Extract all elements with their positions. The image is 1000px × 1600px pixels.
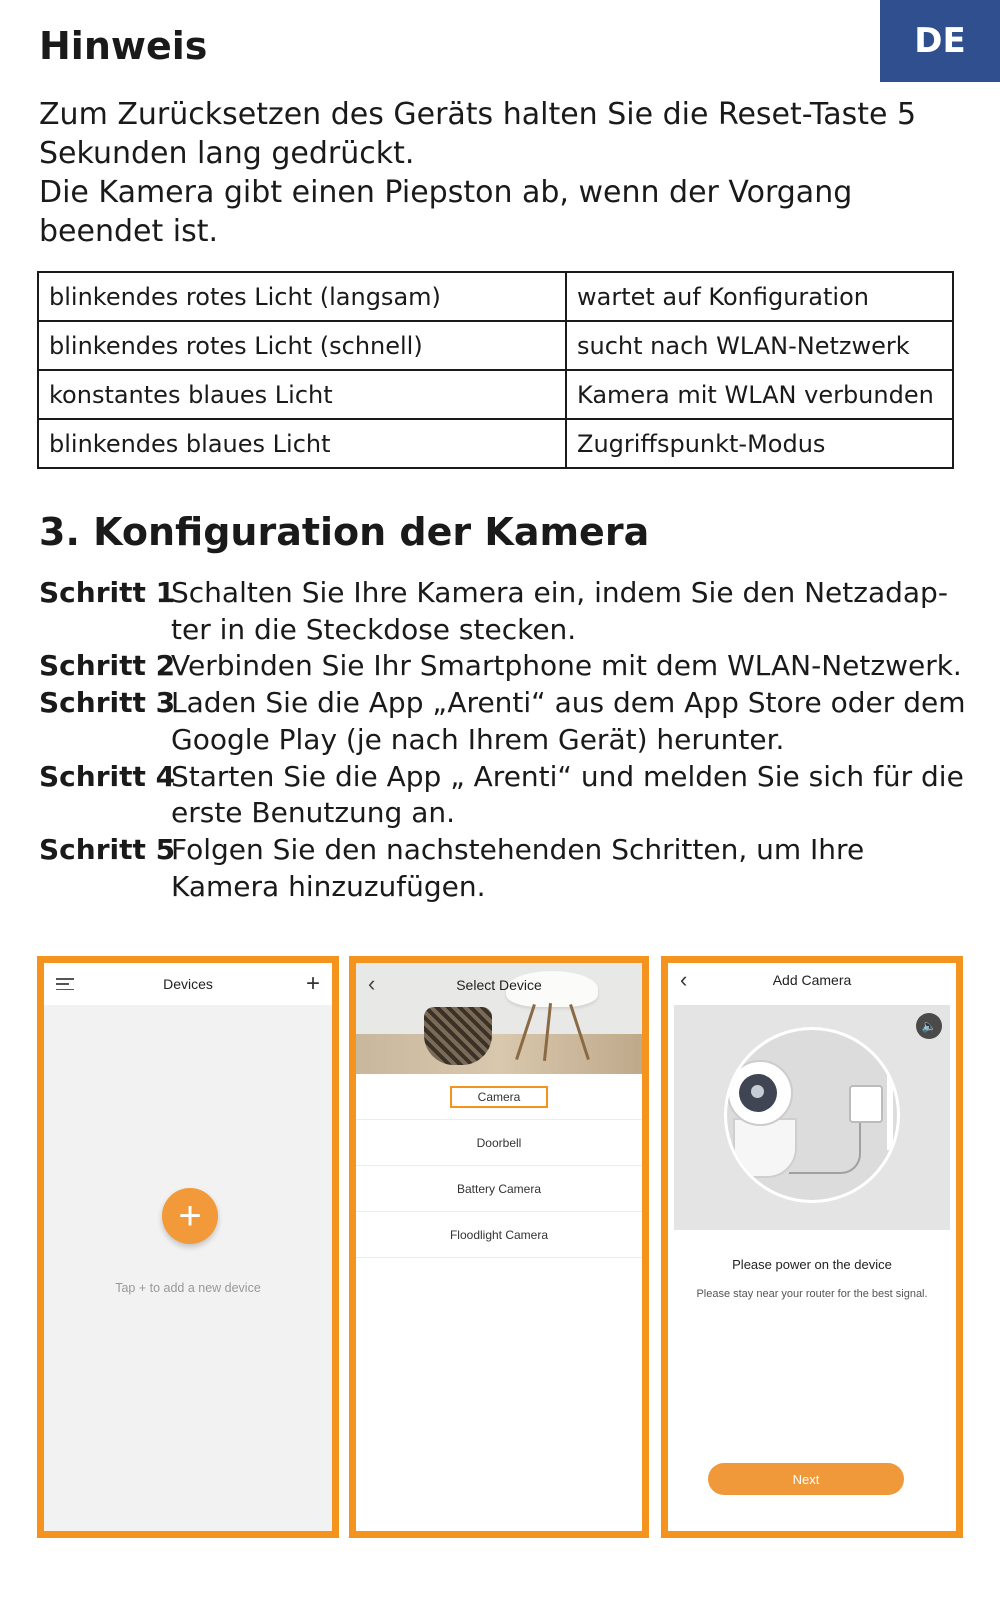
speaker-icon[interactable]: 🔈 [916, 1013, 942, 1039]
list-item-label: Doorbell [476, 1135, 522, 1150]
list-item-label: Battery Camera [456, 1181, 542, 1196]
screenshot-devices [37, 956, 339, 1538]
list-item-label: Floodlight Camera [449, 1227, 549, 1242]
power-on-illustration [674, 1005, 950, 1230]
devices-nav-bar [44, 963, 332, 1005]
room-photo-header [356, 963, 642, 1074]
chevron-left-icon[interactable]: ‹ [368, 971, 376, 996]
list-item-floodlight-camera[interactable] [356, 1212, 642, 1258]
table-row [38, 321, 953, 370]
select-device-title: Select Device [456, 977, 542, 993]
screenshot-select-device [349, 956, 649, 1538]
step-text: Schalten Sie Ihre Kamera ein, indem Sie den Netzadapter in die Steckdose stecken. [171, 576, 948, 646]
step-text: Laden Sie die App „Arenti“ aus dem App Store oder dem Google Play (je nach Ihrem Gerät) herunter. [171, 686, 966, 756]
camera-body-image [733, 1118, 797, 1178]
step-item [39, 685, 969, 758]
next-button[interactable]: Next [708, 1463, 904, 1495]
step-label: Schritt 3 [39, 686, 176, 720]
empty-state-hint: Tap + to add a new device [115, 1281, 261, 1295]
list-item-label: Camera [450, 1086, 549, 1108]
devices-title: Devices [163, 976, 213, 992]
list-item-camera[interactable] [356, 1074, 642, 1120]
notice-paragraph-beep: Die Kamera gibt einen Piepston ab, wenn der Vorgang beendet ist. [39, 175, 853, 249]
table-cell-meaning: wartet auf Konfiguration [566, 272, 953, 321]
table-row [38, 419, 953, 468]
add-camera-nav-bar [668, 963, 956, 997]
table-cell-light: blinkendes rotes Licht (schnell) [38, 321, 566, 370]
step-label: Schritt 2 [39, 649, 176, 683]
camera-lens-image [739, 1074, 777, 1112]
step-item [39, 575, 969, 648]
status-light-table [37, 271, 954, 469]
plus-icon[interactable]: + [305, 970, 320, 997]
floor-image [356, 1034, 642, 1074]
chevron-left-icon[interactable]: ‹ [680, 967, 688, 992]
table-cell-light: blinkendes rotes Licht (langsam) [38, 272, 566, 321]
notice-text [39, 95, 919, 251]
table-cell-meaning: Zugriffspunkt-Modus [566, 419, 953, 468]
step-text: Folgen Sie den nachstehenden Schritten, um Ihre Kamera hinzuzufügen. [171, 832, 865, 903]
list-item-battery-camera[interactable] [356, 1166, 642, 1212]
list-item-doorbell[interactable] [356, 1120, 642, 1166]
wall-outlet-image [887, 1070, 893, 1150]
basket-image [424, 1007, 492, 1065]
add-device-button[interactable]: + [162, 1188, 218, 1244]
table-cell-meaning: Kamera mit WLAN verbunden [566, 370, 953, 419]
step-item [39, 759, 969, 832]
step-text: Starten Sie die App „ Arenti“ und melden Sie sich für die erste Benutzung an. [171, 759, 964, 830]
step-label: Schritt 1 [39, 576, 176, 609]
step-item [39, 648, 969, 685]
hamburger-menu-icon[interactable] [56, 978, 74, 990]
table-row [38, 272, 953, 321]
notice-heading: Hinweis [39, 24, 208, 68]
step-text: Verbinden Sie Ihr Smartphone mit dem WLAN-Netzwerk. [171, 649, 962, 683]
add-camera-title: Add Camera [772, 972, 852, 988]
notice-paragraph-reset: Zum Zurücksetzen des Geräts halten Sie die Reset-Taste 5 Sekunden lang gedrückt. [39, 97, 917, 171]
instruction-title: Please power on the device [732, 1257, 892, 1272]
device-type-list [356, 1074, 642, 1258]
table-row [38, 370, 953, 419]
power-adapter-image [849, 1085, 883, 1123]
step-label: Schritt 5 [39, 832, 176, 866]
instruction-subtitle: Please stay near your router for the best signal. [696, 1288, 928, 1300]
step-item [39, 832, 969, 905]
camera-head-image [727, 1060, 793, 1126]
language-badge: DE [880, 0, 1000, 82]
table-cell-light: blinkendes blaues Licht [38, 419, 566, 468]
table-cell-light: konstantes blaues Licht [38, 370, 566, 419]
table-cell-meaning: sucht nach WLAN-Netzwerk [566, 321, 953, 370]
screenshot-add-camera [661, 956, 963, 1538]
config-heading: 3. Konfiguration der Kamera [39, 510, 650, 554]
step-label: Schritt 4 [39, 759, 176, 793]
illustration-circle [724, 1027, 900, 1203]
config-steps [39, 575, 969, 905]
